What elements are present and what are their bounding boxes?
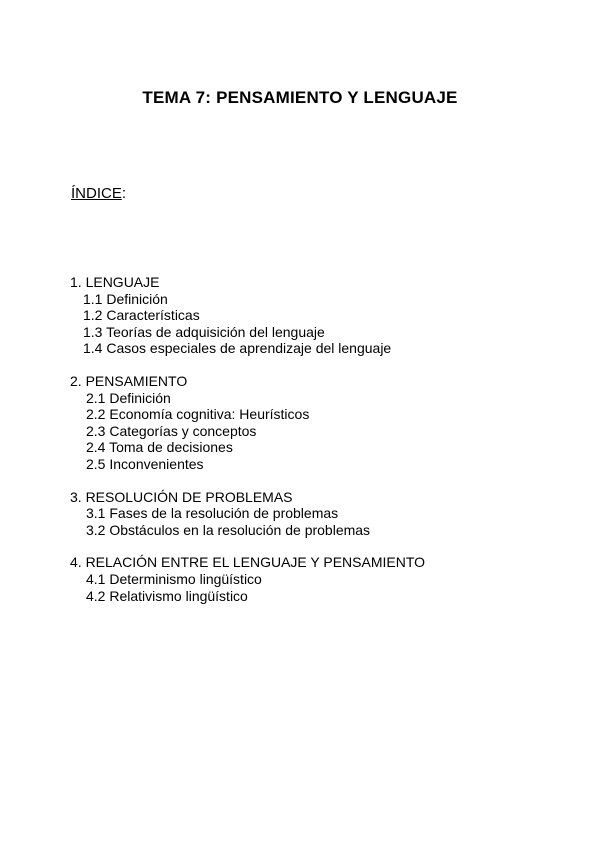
page-title: TEMA 7: PENSAMIENTO Y LENGUAJE [142, 88, 458, 107]
section-title: 4. RELACIÓN ENTRE EL LENGUAJE Y PENSAMIENTO [70, 554, 426, 571]
toc-item: 1.4 Casos especiales de aprendizaje del lenguaje [83, 340, 392, 357]
toc-item: 3.1 Fases de la resolución de problemas [86, 505, 339, 522]
toc-item: 4.2 Relativismo lingüístico [86, 587, 248, 604]
toc-item: 1.2 Características [83, 307, 200, 324]
toc-item: 1.1 Definición [83, 290, 168, 307]
toc-item: 2.1 Definición [86, 389, 171, 406]
index-colon: : [121, 185, 127, 202]
toc-item: 3.2 Obstáculos en la resolución de problemas [86, 521, 371, 538]
toc-item: 2.2 Economía cognitiva: Heurísticos [86, 406, 310, 423]
toc-item: 2.5 Inconvenientes [86, 455, 204, 472]
section-title: 3. RESOLUCIÓN DE PROBLEMAS [70, 488, 293, 505]
index-label: ÍNDICE [71, 185, 122, 202]
toc-item: 4.1 Determinismo lingüístico [86, 570, 262, 587]
table-of-contents [70, 274, 590, 620]
toc-section-resolucion [70, 489, 590, 539]
toc-section-pensamiento [70, 373, 590, 473]
toc-item: 2.3 Categorías y conceptos [86, 422, 257, 439]
toc-section-relacion [70, 554, 590, 604]
index-heading [71, 185, 126, 202]
section-title: 2. PENSAMIENTO [70, 372, 188, 389]
toc-item: 1.3 Teorías de adquisición del lenguaje [83, 323, 325, 340]
toc-section-lenguaje [70, 274, 590, 357]
toc-item: 2.4 Toma de decisiones [86, 439, 233, 456]
section-title: 1. LENGUAJE [70, 274, 160, 290]
